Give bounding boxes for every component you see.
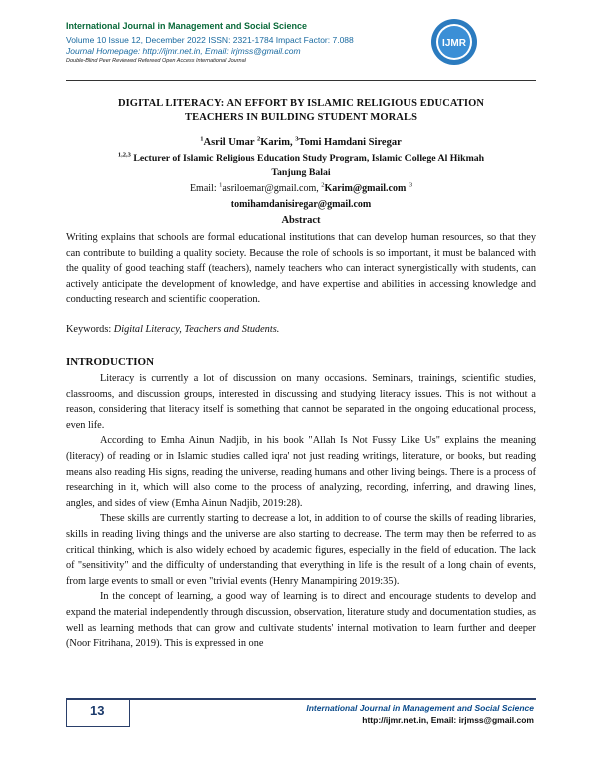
paper-title [66, 97, 536, 125]
keywords [66, 322, 536, 338]
author-1: Asril Umar [203, 137, 255, 148]
affiliation-marker: 1,2,3 [117, 151, 131, 159]
abstract-text [66, 230, 536, 308]
footer-contact[interactable]: http://ijmr.net.in, Email: irjmss@gmail.com [362, 715, 534, 725]
author-2-marker: 2 [256, 135, 261, 143]
volume-info: Volume 10 Issue 12, December 2022 ISSN: 2321-1784 Impact Factor: 7.088 [66, 35, 354, 45]
journal-homepage: Journal Homepage: http://ijmr.net.in, Email: irjmss@gmail.com [66, 46, 301, 56]
journal-title: International Journal in Management and Social Science [66, 21, 308, 31]
abstract-heading: Abstract [281, 215, 321, 226]
logo-text: IJMR [442, 38, 466, 49]
section-heading-introduction: INTRODUCTION [66, 356, 155, 368]
affiliation-line-2: Tanjung Balai [271, 167, 331, 178]
author-1-marker: 1 [200, 135, 204, 143]
footer-divider [66, 698, 536, 700]
email-3[interactable]: tomihamdanisiregar@gmail.com [230, 199, 372, 210]
paragraph-1: Literacy is currently a lot of discussion on many occasions. Seminars, trainings, scientific studies, classrooms, and discussion groups, interested in discussing and studying literacy issues. This is not without a reason, considering that literacy itself is something that cannot be separated in the ongoing educational process, even life. [66, 373, 536, 431]
affiliation-line-1: Lecturer of Islamic Religious Education Study Program, Islamic College Al Hikmah [130, 153, 485, 164]
email-3-marker: 3 [408, 181, 413, 189]
footer-journal [306, 702, 534, 726]
affiliation [66, 152, 536, 180]
email-1[interactable]: asriloemar@gmail.com, [222, 183, 322, 194]
footer-journal-name: International Journal in Management and Social Science [306, 703, 534, 713]
keywords-label: Keywords: [66, 324, 114, 335]
paragraph-3: These skills are currently starting to decrease a lot, in addition to of course the skills of reading libraries, skills in reading living things and the universe are also starting to decrease. The term may then be referred to as critical thinking, which is also widely echoed by academic figures, especially in the field of education. The lack of "sensitivity" and the difficulty of understanding that everything in life is the result of a long chain of events, from large events to small or even "trivial events (Henry Manampiring 2019:35). [66, 513, 536, 587]
title-line-1: DIGITAL LITERACY: AN EFFORT BY ISLAMIC RELIGIOUS EDUCATION [117, 98, 485, 109]
author-list [66, 136, 536, 150]
email-label: Email: [189, 183, 220, 194]
introduction-body [66, 371, 536, 652]
email-1-marker: 1 [219, 181, 223, 189]
email-2-marker: 2 [321, 181, 325, 189]
abstract-paragraph: Writing explains that schools are formal educational institutions that can develop human resources, so that they can contribute to building a quality society. Because the role of schools is so important, it must be balanced with the quality of good teaching staff (teachers), namely teachers who can interact synergistically with students, can actively anticipate the development of knowledge, and have expertise and abilities in accessing knowledge and conducting research and scientific cooperation. [66, 232, 536, 306]
review-type: Double-Blind Peer Reviewed Refereed Open Access International Journal [66, 58, 246, 64]
journal-logo [430, 18, 478, 66]
title-line-2: TEACHERS IN BUILDING STUDENT MORALS [184, 112, 418, 123]
email-2[interactable]: Karim@gmail.com [324, 183, 407, 194]
author-3: Tomi Hamdani Siregar [298, 137, 402, 148]
journal-header [66, 20, 446, 66]
keywords-list: Digital Literacy, Teachers and Students. [113, 324, 280, 335]
email-line [66, 182, 536, 196]
page-number: 13 [90, 703, 105, 718]
author-3-marker: 3 [295, 135, 299, 143]
paragraph-2: According to Emha Ainun Nadjib, in his book "Allah Is Not Fussy Like Us" explains the meaning (literacy) of reading or in Islamic studies called iqra' not just reading writings, literature, or books, but reading means also reading His signs, reading the universe, reading humans and other living beings. There is a process of researching in it, which will also come to the process of analyzing, recording, inferring, and drawing lines, angles, and sides of view (Emha Ainun Nadjib, 2019:28). [66, 435, 536, 509]
header-divider [66, 80, 536, 81]
paragraph-4: In the concept of learning, a good way of learning is to direct and encourage students to develop and expand the material independently through discussion, observation, literature study and documentation studies, as well as learning methods that can grow and cultivate students' internal motivation to learn further and deeper (Noor Fitrihana, 2019). This is expressed in one [66, 591, 536, 650]
author-2: Karim, [260, 137, 293, 148]
